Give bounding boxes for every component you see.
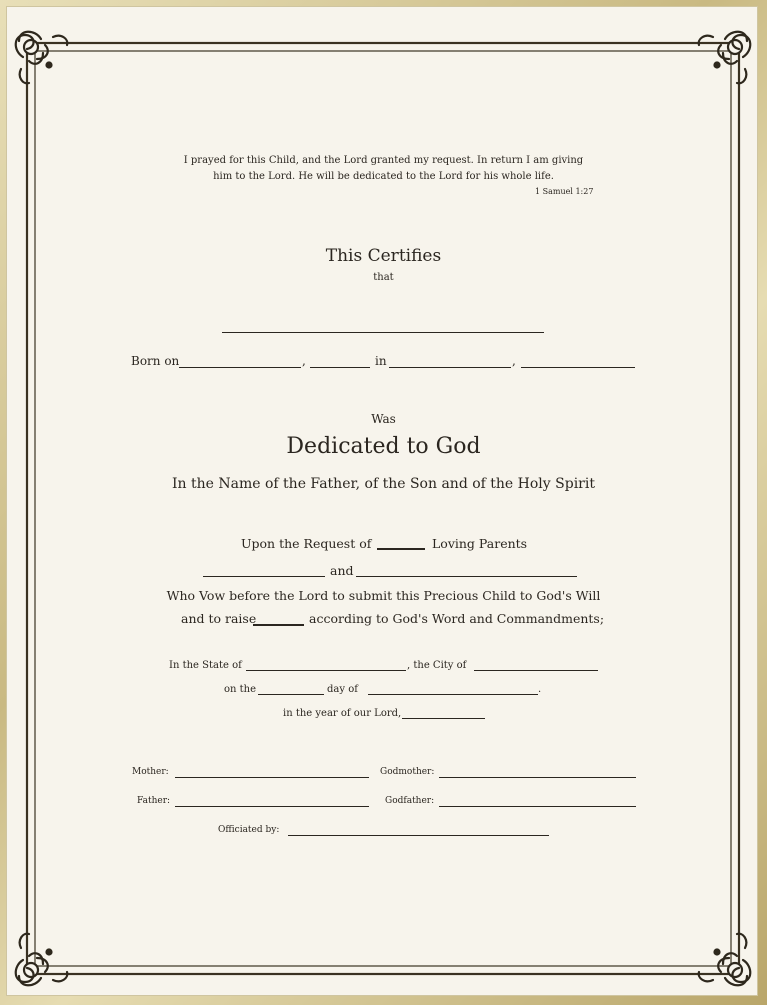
dedication-title: Dedicated to God [286,434,481,459]
loving-parents-label: Loving Parents [432,536,528,551]
godmother-label: Godmother: [380,767,435,777]
godfather-signature-line[interactable] [439,806,636,807]
month-line[interactable] [368,694,538,695]
was-label: Was [371,412,396,426]
trinity-line: In the Name of the Father, of the Son and of the Holy Spirit [172,476,595,492]
period: . [538,684,542,695]
city-line[interactable] [474,670,598,671]
state-label: In the State of [169,660,242,671]
godfather-label: Godfather: [385,796,435,806]
officiant-signature-line[interactable] [288,835,549,836]
child-name-line[interactable] [222,332,544,333]
parent-1-line[interactable] [203,576,325,577]
on-the-label: on the [224,684,257,695]
city-label: , the City of [407,660,467,671]
birth-state-line[interactable] [521,367,635,368]
state-line[interactable] [246,670,406,671]
birth-year-line[interactable] [310,367,370,368]
raise-pronoun-line[interactable] [253,624,304,626]
verse-reference: 1 Samuel 1:27 [535,187,594,196]
godmother-signature-line[interactable] [439,777,636,778]
comma-2: , [512,354,516,368]
officiated-label: Officiated by: [218,825,280,835]
parent-2-line[interactable] [356,576,577,577]
day-of-label: day of [327,684,358,695]
verse-line-2: him to the Lord. He will be dedicated to the Lord for his whole life. [213,171,554,182]
father-label: Father: [137,796,171,806]
mother-signature-line[interactable] [175,777,369,778]
request-label: Upon the Request of [241,536,372,551]
comma-1: , [302,354,306,368]
vow-line: Who Vow before the Lord to submit this Precious Child to God's Will [166,588,601,603]
raise-label: and to raise [181,611,257,626]
day-line[interactable] [258,694,324,695]
certificate-heading: This Certifies [325,246,442,266]
and-label: and [330,563,354,578]
mother-label: Mother: [132,767,169,777]
born-on-label: Born on [131,354,180,368]
heading-that: that [373,272,394,283]
birth-city-line[interactable] [389,367,511,368]
birth-date-line[interactable] [179,367,301,368]
parents-count-line[interactable] [377,548,425,550]
raise-commandments-label: according to God's Word and Commandments; [309,611,605,626]
year-line[interactable] [402,718,485,719]
born-in-label: in [375,354,387,368]
father-signature-line[interactable] [175,806,369,807]
year-label: in the year of our Lord, [283,708,402,719]
verse-line-1: I prayed for this Child, and the Lord granted my request. In return I am giving [183,155,584,166]
